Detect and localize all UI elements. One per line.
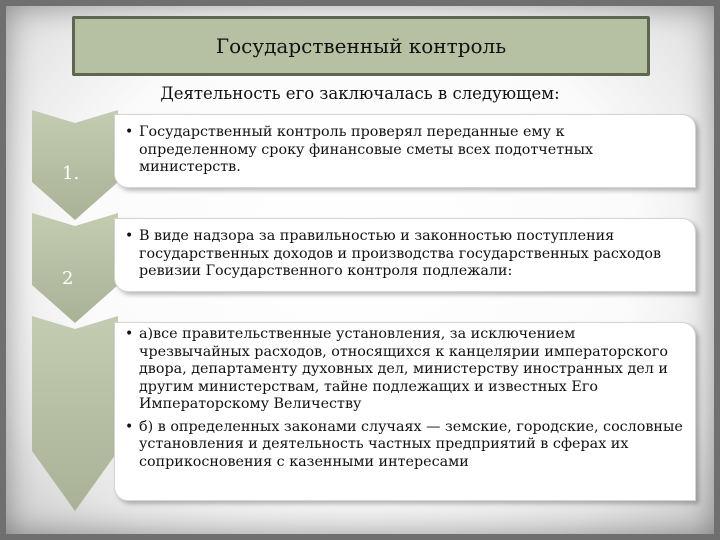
step-1-text-box [114, 114, 696, 188]
slide-title-text: Государственный контроль [215, 34, 507, 58]
step-3-bullet-2: • б) в определенных законами случаях — земские, городские, сословные установления и деятельность частных предприятий в сферах их соприкосновения с казенными интересами [125, 419, 685, 472]
slide-subtitle: Деятельность его заключалась в следующем: [160, 84, 560, 103]
step-2-bullet-1: • В виде надзора за правильностью и законностью поступления государственных доходов и производства государственных расходов ревизии Государственного контроля подлежали: [125, 228, 685, 281]
step-1-number: 1. [62, 163, 80, 184]
step-3-bullet-1: • а)все правительственные установления, за исключением чрезвычайных расходов, относящихся к канцелярии императорского двора, департаменту духовных дел, министерству иностранных дел и другим министерствам, тайне подлежащих и известных Его Императорскому Величеству [125, 326, 685, 414]
step-1-bullet-1: • Государственный контроль проверял переданные ему к определенному сроку финансовые сметы всех подотчетных министерств. [125, 124, 685, 177]
step-2-text-box [114, 218, 696, 292]
step-2-number: 2 [62, 268, 74, 289]
step-3-text-box [114, 322, 696, 501]
slide-title [72, 16, 650, 76]
